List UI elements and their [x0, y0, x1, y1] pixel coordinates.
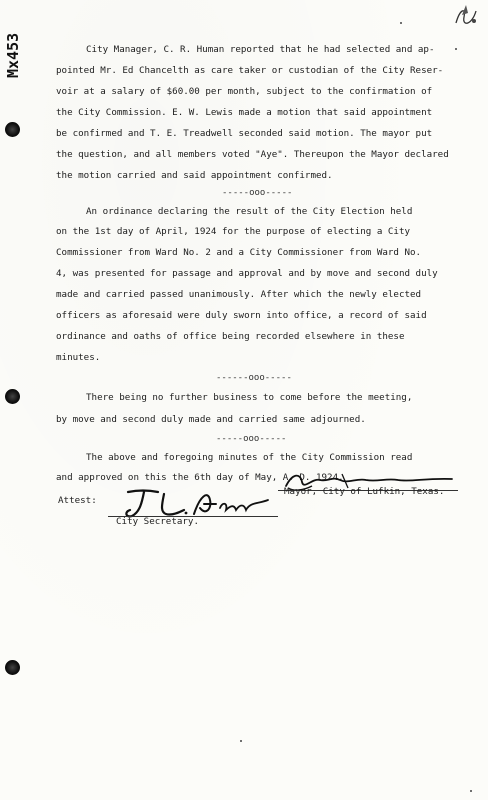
secretary-signature — [118, 486, 278, 520]
paragraph-2-line-3: Commissioner from Ward No. 2 and a City Commissioner from Ward No. — [56, 247, 422, 258]
paragraph-1-line-7: the motion carried and said appointment confirmed. — [56, 170, 333, 181]
ink-speck — [455, 48, 457, 50]
margin-record-number: Mx453 — [4, 32, 22, 78]
paragraph-1-line-2: pointed Mr. Ed Chancelth as care taker or custodian of the City Reser- — [56, 65, 444, 76]
paragraph-2-line-7: ordinance and oaths of office being recorded elsewhere in these — [56, 331, 405, 342]
paragraph-2-line-4: 4, was presented for passage and approval and by move and second duly — [56, 268, 438, 279]
corner-scribble-icon — [452, 3, 480, 29]
separator-1: -----ooo----- — [222, 188, 293, 198]
binder-hole-middle — [5, 389, 20, 404]
ink-speck — [240, 740, 242, 742]
paragraph-1-line-4: the City Commission. E. W. Lewis made a motion that said appointment — [56, 107, 433, 118]
paragraph-1-line-3: voir at a salary of $60.00 per month, subject to the confirmation of — [56, 86, 433, 97]
paragraph-3-line-2: by move and second duly made and carried same adjourned. — [56, 414, 366, 425]
paragraph-1-line-6: the question, and all members voted "Aye". Thereupon the Mayor declared — [56, 149, 449, 160]
ink-speck — [400, 22, 402, 24]
secretary-title: City Secretary. — [116, 516, 199, 527]
attest-label: Attest: — [58, 495, 97, 506]
paragraph-2-line-1: An ordinance declaring the result of the City Election held — [86, 206, 413, 217]
paragraph-3-line-1: There being no further business to come before the meeting, — [86, 392, 413, 403]
binder-hole-top — [5, 122, 20, 137]
separator-2: ------ooo----- — [216, 373, 292, 383]
separator-3: -----ooo----- — [216, 434, 287, 444]
paragraph-4-line-2: and approved on this the 6th day of May, A. D. 1924. — [56, 472, 344, 483]
mayor-title: Mayor, City of Lufkin, Texas. — [284, 486, 445, 497]
paragraph-2-line-2: on the 1st day of April, 1924 for the purpose of electing a City — [56, 226, 411, 237]
paragraph-4-line-1: The above and foregoing minutes of the City Commission read — [86, 452, 413, 463]
ink-speck — [470, 790, 472, 792]
binder-hole-bottom — [5, 660, 20, 675]
paragraph-2-line-6: officers as aforesaid were duly sworn into office, a record of said — [56, 310, 427, 321]
paragraph-2-line-8: minutes. — [56, 352, 101, 363]
paragraph-1-line-1: City Manager, C. R. Human reported that he had selected and ap- — [86, 44, 435, 55]
paragraph-2-line-5: made and carried passed unanimously. After which the newly elected — [56, 289, 422, 300]
paragraph-1-line-5: be confirmed and T. E. Treadwell seconded said motion. The mayor put — [56, 128, 433, 139]
